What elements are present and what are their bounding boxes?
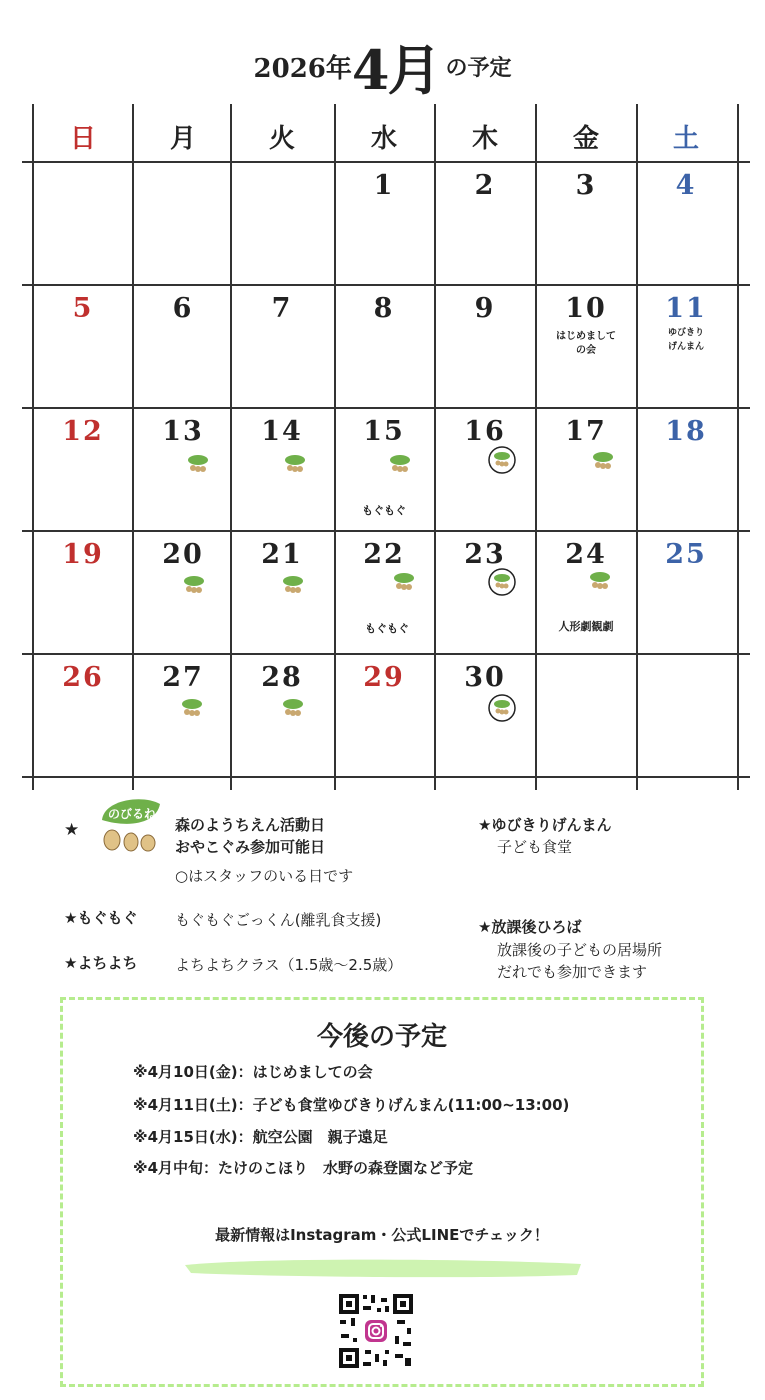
legend-mogu-desc: もぐもぐごっくん(離乳食支援) <box>175 911 382 929</box>
weekday-mon: 月 <box>169 124 196 154</box>
legend-forest-line1: 森のようちえん活動日 <box>175 816 326 834</box>
leaf-icon <box>282 574 304 596</box>
leaf-icon <box>183 574 205 596</box>
day-number: 30 <box>464 662 506 693</box>
day-number: 11 <box>665 293 707 324</box>
day-number: 27 <box>162 662 204 693</box>
day-number: 25 <box>665 539 707 570</box>
title-month: 4月 <box>351 38 440 102</box>
day-number: 12 <box>62 416 104 447</box>
day-number: 22 <box>363 539 405 570</box>
legend-houkago-label: ★放課後ひろば <box>478 918 582 936</box>
day-number: 14 <box>261 416 303 447</box>
latest-info-text: 最新情報はInstagram・公式LINEでチェック！ <box>215 1226 549 1244</box>
day-number: 6 <box>172 293 194 324</box>
weekday-wed: 水 <box>370 124 397 154</box>
upcoming-item: ※4月中旬：たけのこほり 水野の森登園など予定 <box>133 1159 474 1177</box>
leaf-staff-icon <box>488 446 516 474</box>
nobirune-logo-icon <box>98 794 164 856</box>
legend-staff-note: ○はスタッフのいる日です <box>175 867 354 885</box>
leaf-icon <box>181 697 203 719</box>
day-number: 21 <box>261 539 303 570</box>
grid-line <box>737 104 739 790</box>
day-number: 10 <box>565 293 607 324</box>
leaf-icon <box>187 453 209 475</box>
leaf-icon <box>393 571 415 593</box>
day-number: 20 <box>162 539 204 570</box>
weekday-sat: 土 <box>672 124 699 154</box>
weekday-sun: 日 <box>69 124 96 154</box>
day-number: 5 <box>72 293 94 324</box>
leaf-icon <box>389 453 411 475</box>
day-number: 3 <box>575 170 597 201</box>
leaf-staff-icon <box>488 568 516 596</box>
event-hajimemashite: はじめまして の会 <box>556 331 616 356</box>
legend-yochi-label: ★よちよち <box>64 954 138 972</box>
event-puppet-show: 人形劇観劇 <box>558 620 614 633</box>
day-number: 18 <box>665 416 707 447</box>
day-number: 17 <box>565 416 607 447</box>
day-number: 24 <box>565 539 607 570</box>
day-number: 29 <box>363 662 405 693</box>
legend-star: ★ <box>64 820 80 840</box>
weekday-fri: 金 <box>572 124 599 154</box>
legend-yubi-label: ★ゆびきりげんまん <box>478 816 612 834</box>
day-number: 15 <box>363 416 405 447</box>
day-number: 2 <box>474 170 496 201</box>
upcoming-item: ※4月15日(水)：航空公園 親子遠足 <box>133 1128 388 1146</box>
legend-yochi-desc: よちよちクラス（1.5歳〜2.5歳） <box>175 956 403 974</box>
legend-yubi-desc: 子ども食堂 <box>497 838 573 856</box>
day-number: 8 <box>373 293 395 324</box>
grid-line <box>636 104 638 790</box>
weekday-thu: 木 <box>471 124 498 154</box>
day-number: 26 <box>62 662 104 693</box>
leaf-icon <box>282 697 304 719</box>
leaf-staff-icon <box>488 694 516 722</box>
legend-houkago-desc1: 放課後の子どもの居場所 <box>497 941 663 959</box>
day-number: 16 <box>464 416 506 447</box>
upcoming-box <box>60 997 704 1387</box>
upcoming-item: ※4月11日(土)：子ども食堂ゆびきりげんまん(11:00~13:00) <box>133 1096 570 1114</box>
legend-forest-line2: おやこぐみ参加可能日 <box>175 838 326 856</box>
legend-houkago-desc2: だれでも参加できます <box>497 963 648 981</box>
grid-line <box>535 104 537 790</box>
title-year: 2026年 <box>253 54 352 84</box>
upcoming-title: 今後の予定 <box>316 1022 447 1052</box>
day-number: 23 <box>464 539 506 570</box>
day-number: 19 <box>62 539 104 570</box>
leaf-icon <box>284 453 306 475</box>
event-mogumogu: もぐもぐ <box>362 504 406 517</box>
event-mogumogu: もぐもぐ <box>365 622 409 635</box>
upcoming-item: ※4月10日(金)：はじめましての会 <box>133 1063 373 1081</box>
event-yubikiri: ゆびきり げんまん <box>667 328 704 352</box>
qr-code[interactable] <box>337 1292 415 1370</box>
day-number: 4 <box>675 170 697 201</box>
day-number: 9 <box>474 293 496 324</box>
logo-text: のびるね <box>108 807 157 821</box>
day-number: 28 <box>261 662 303 693</box>
day-number: 7 <box>271 293 293 324</box>
brush-stroke-decoration <box>183 1255 583 1281</box>
weekday-tue: 火 <box>268 124 295 154</box>
leaf-icon <box>589 570 611 592</box>
day-number: 13 <box>162 416 204 447</box>
day-number: 1 <box>373 170 395 201</box>
leaf-icon <box>592 450 614 472</box>
title-suffix: の予定 <box>445 56 512 81</box>
legend-mogu-label: ★もぐもぐ <box>64 909 138 927</box>
